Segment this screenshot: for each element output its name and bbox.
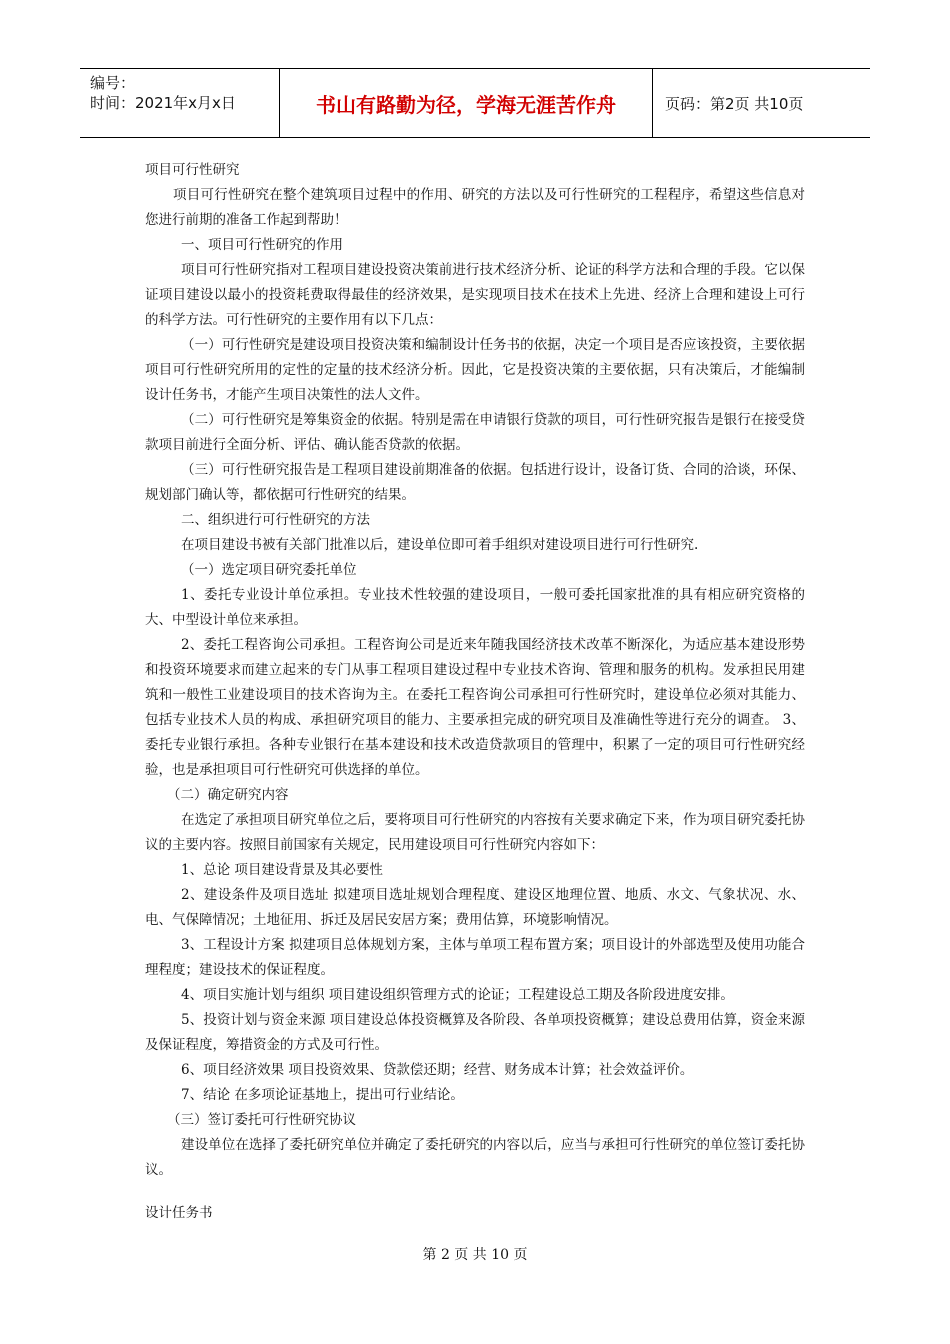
header-page-info: 页码：第2页 共10页: [665, 94, 804, 113]
paragraph: 项目可行性研究在整个建筑项目过程中的作用、研究的方法以及可行性研究的工程程序，希望这些信息对您进行前期的准备工作起到帮助！: [145, 187, 805, 228]
paragraph-list: [145, 158, 805, 1183]
document-title: 项目可行性研究: [145, 162, 240, 178]
paragraph: 6、项目经济效果 项目投资效果、贷款偿还期；经营、财务成本计算；社会效益评价。: [181, 1062, 694, 1078]
document-body: [145, 158, 805, 1226]
paragraph: 建设单位在选择了委托研究单位并确定了委托研究的内容以后，应当与承担可行性研究的单位签订委托协议。: [145, 1137, 805, 1178]
page-footer: 第 2 页 共 10 页: [422, 1247, 528, 1263]
paragraph: （三）签订委托可行性研究协议: [167, 1112, 356, 1128]
paragraph: 在选定了承担项目研究单位之后，要将项目可行性研究的内容按有关要求确定下来，作为项目研究委托协议的主要内容。按照目前国家有关规定，民用建设项目可行性研究内容如下：: [145, 812, 805, 853]
paragraph: （二）确定研究内容: [167, 787, 289, 803]
paragraph: 一、项目可行性研究的作用: [181, 237, 343, 253]
paragraph: （一）选定项目研究委托单位: [181, 562, 357, 578]
date-line: 时间：2021年x月x日: [90, 94, 236, 112]
number-label: 编号：: [90, 74, 136, 92]
paragraph: 二、组织进行可行性研究的方法: [181, 512, 370, 528]
paragraph: 2、建设条件及项目选址 拟建项目选址规划合理程度、建设区地理位置、地质、水文、气象状况、水、电、气保障情况；土地征用、拆迁及居民安居方案；费用估算，环境影响情况。: [145, 887, 805, 928]
paragraph: 1、总论 项目建设背景及其必要性: [181, 862, 383, 878]
paragraph: 7、结论 在多项论证基地上，提出可行业结论。: [181, 1087, 464, 1103]
paragraph: 在项目建设书被有关部门批准以后，建设单位即可着手组织对建设项目进行可行性研究.: [181, 537, 699, 553]
paragraph: （三）可行性研究报告是工程项目建设前期准备的依据。包括进行设计，设备订货、合同的洽谈，环保、规划部门确认等，都依据可行性研究的结果。: [145, 462, 805, 503]
paragraph: 项目可行性研究指对工程项目建设投资决策前进行技术经济分析、论证的科学方法和合理的手段。它以保证项目建设以最小的投资耗费取得最佳的经济效果，是实现项目技术在技术上先进、经济上合理和建设上可行的科学方法。可行性研究的主要作用有以下几点：: [145, 262, 805, 328]
page-header: [80, 68, 870, 138]
paragraph: 2、委托工程咨询公司承担。工程咨询公司是近来年随我国经济技术改革不断深化，为适应基本建设形势和投资环境要求而建立起来的专门从事工程项目建设过程中专业技术咨询、管理和服务的机构。发承担民用建筑和一般性工业建设项目的技术咨询为主。在委托工程咨询公司承担可行性研究时，建设单位必须对其能力、包括专业技术人员的构成、承担研究项目的能力、主要承担完成的研究项目及准确性等进行充分的调查。 3、委托专业银行承担。各种专业银行在基本建设和技术改造贷款项目的管理中，积累了一定的项目可行性研究经验，也是承担项目可行性研究可供选择的单位。: [145, 637, 805, 778]
paragraph: （一）可行性研究是建设项目投资决策和编制设计任务书的依据，决定一个项目是否应该投资，主要依据项目可行性研究所用的定性的定量的技术经济分析。因此，它是投资决策的主要依据，只有决策后，才能编制设计任务书，才能产生项目决策性的法人文件。: [145, 337, 805, 403]
paragraph: 5、投资计划与资金来源 项目建设总体投资概算及各阶段、各单项投资概算；建设总费用估算，资金来源及保证程度，筹措资金的方式及可行性。: [145, 1012, 805, 1053]
closing-heading: 设计任务书: [145, 1205, 213, 1221]
paragraph: 1、委托专业设计单位承担。专业技术性较强的建设项目，一般可委托国家批准的具有相应研究资格的大、中型设计单位来承担。: [145, 587, 805, 628]
section-gap: [145, 1183, 805, 1201]
paragraph: 4、项目实施计划与组织 项目建设组织管理方式的论证；工程建设总工期及各阶段进度安排。: [181, 987, 734, 1003]
header-motto: 书山有路勤为径，学海无涯苦作舟: [280, 69, 653, 137]
header-meta: [80, 69, 280, 137]
paragraph: （二）可行性研究是筹集资金的依据。特别是需在申请银行贷款的项目，可行性研究报告是银行在接受贷款项目前进行全面分析、评估、确认能否贷款的依据。: [145, 412, 805, 453]
paragraph: 3、工程设计方案 拟建项目总体规划方案，主体与单项工程布置方案；项目设计的外部选型及使用功能合理程度；建设技术的保证程度。: [145, 937, 805, 978]
